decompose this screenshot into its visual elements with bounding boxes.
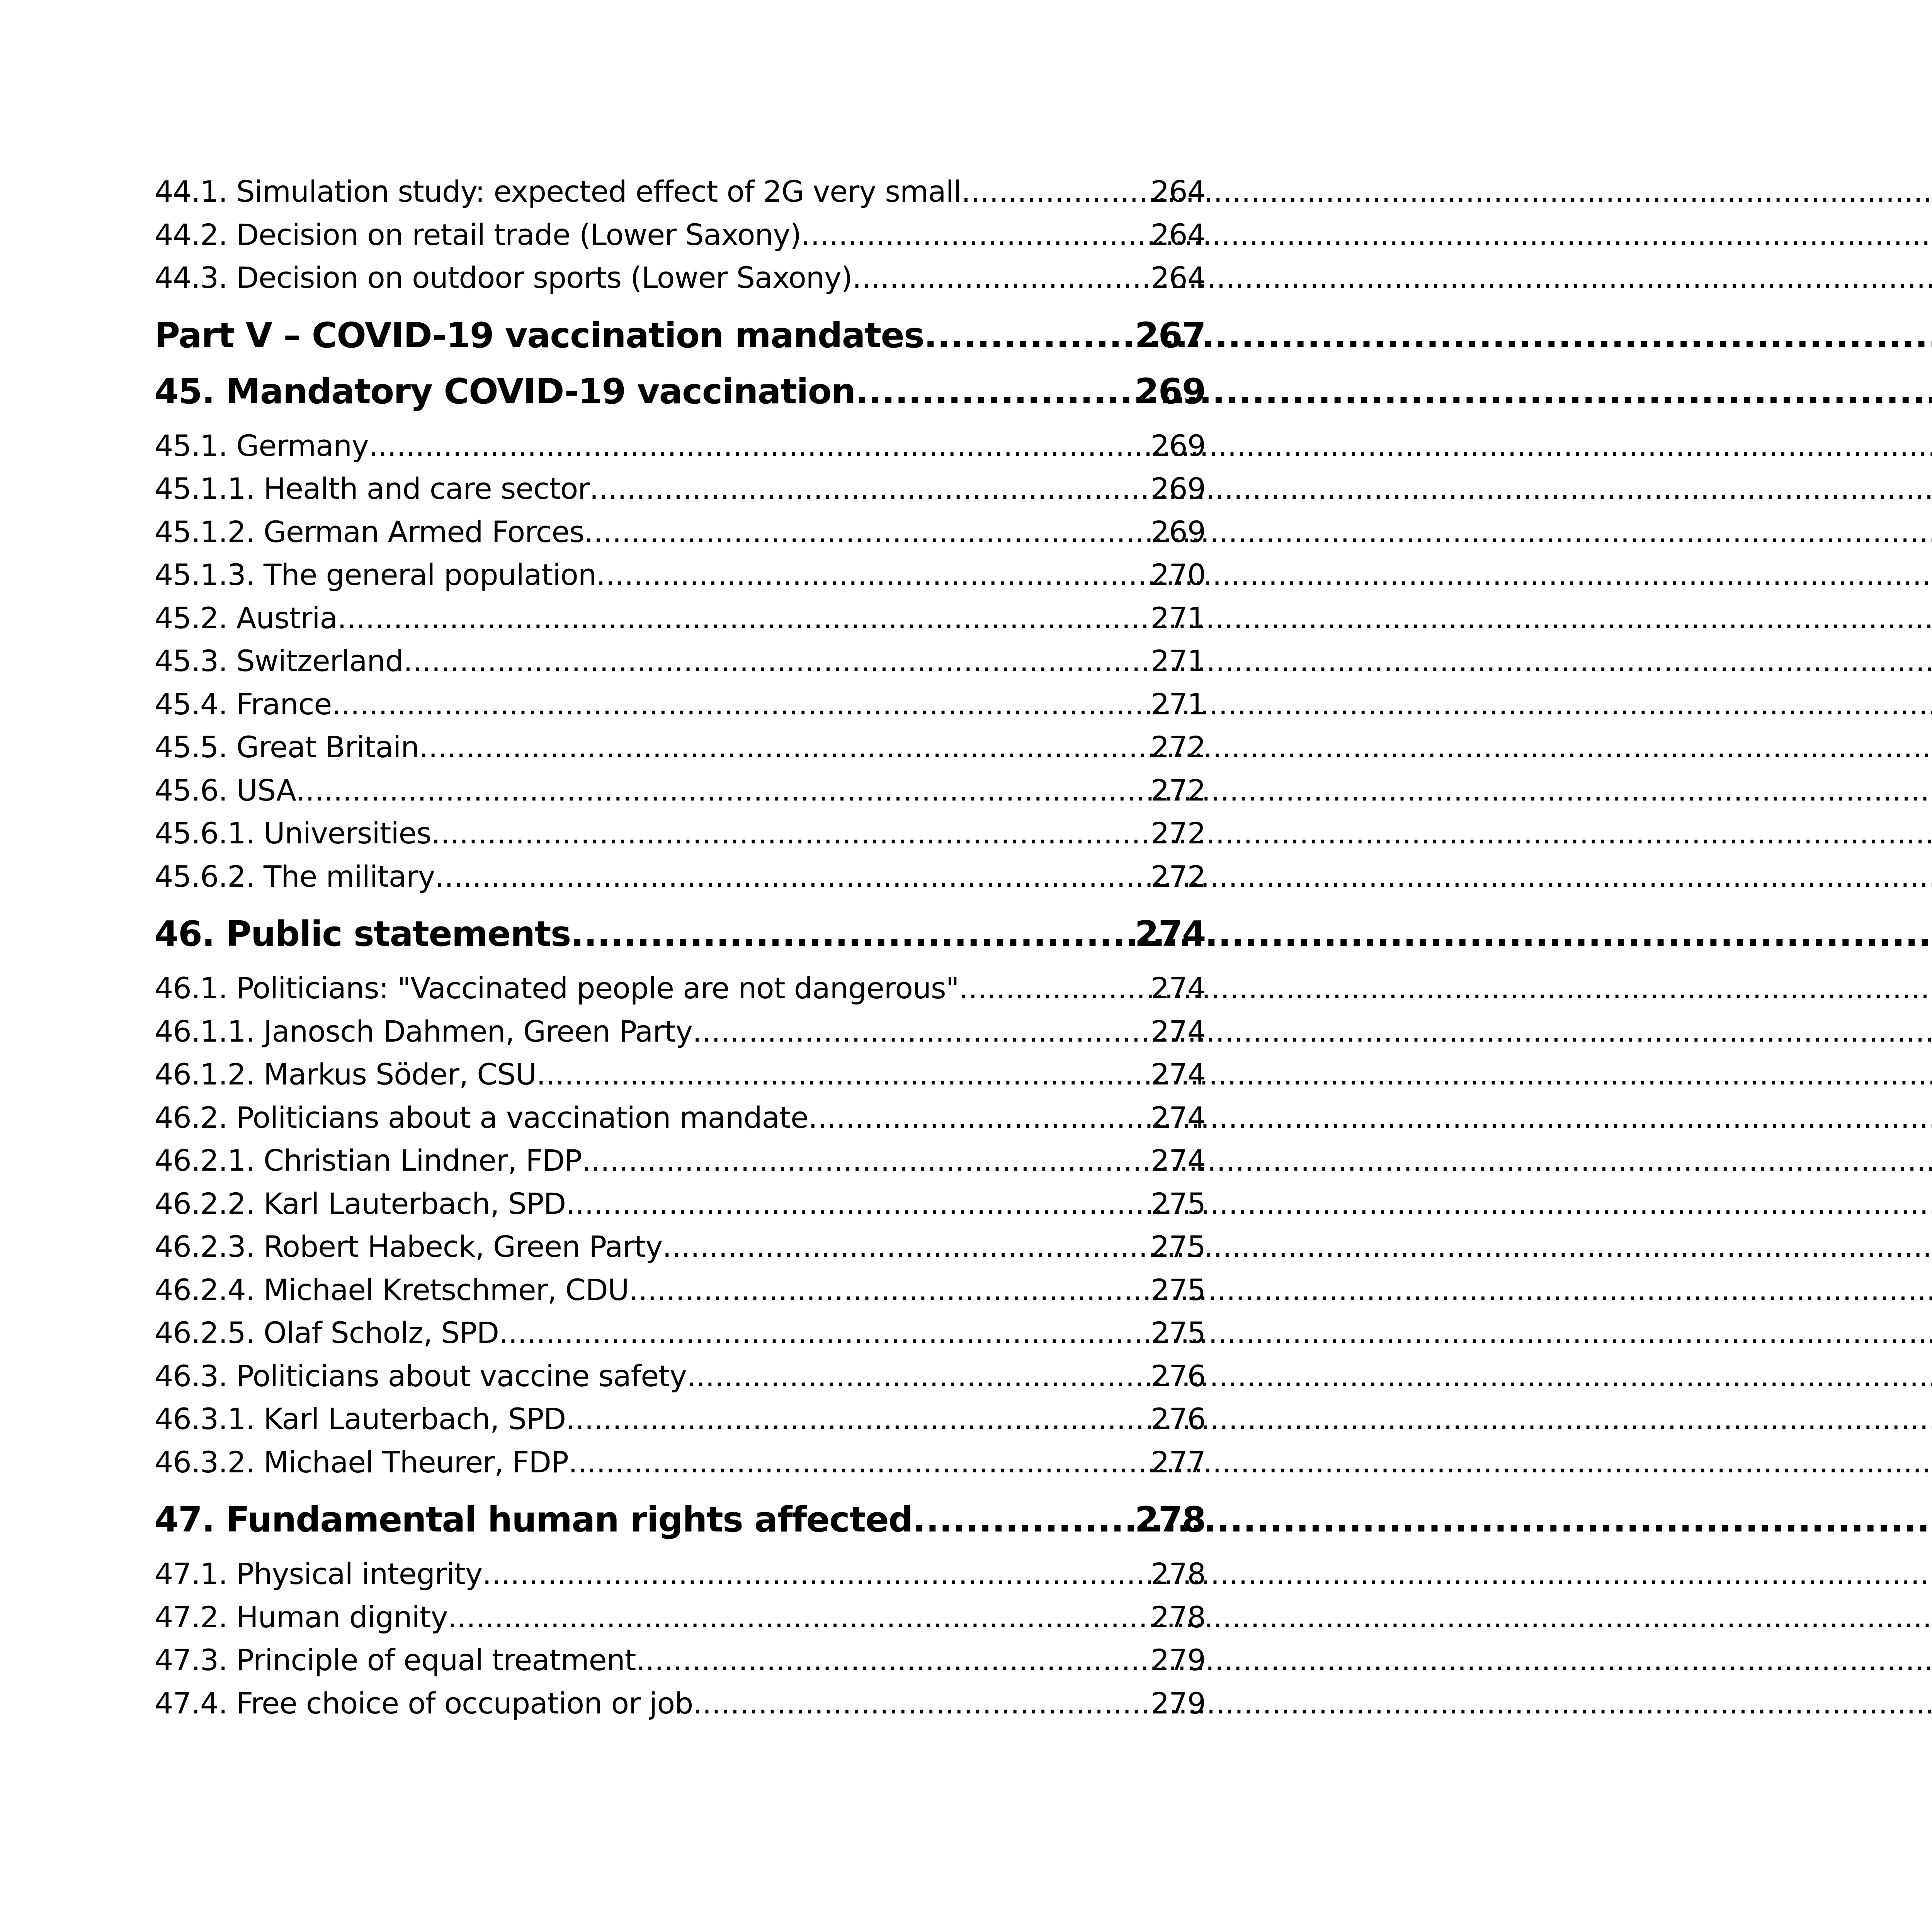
toc-entry-page-number: 278 [1150, 1557, 1206, 1591]
toc-dot-leader [447, 1596, 1148, 1639]
toc-entry-page-number: 279 [1150, 1643, 1206, 1677]
toc-entry-title: 47.4. Free choice of occupation or job [155, 1686, 693, 1720]
toc-dot-leader [692, 1010, 1148, 1053]
toc-dot-leader [571, 911, 1133, 958]
toc-entry-page-number: 274 [1150, 1143, 1206, 1178]
toc-dot-leader [808, 1096, 1148, 1139]
toc-dot-leader [855, 368, 1133, 415]
toc-entry [155, 1355, 1206, 1398]
toc-entry-page-number: 277 [1150, 1445, 1206, 1479]
toc-entry-page-number: 270 [1150, 558, 1206, 592]
toc-entry-page-number: 278 [1134, 1499, 1206, 1540]
toc-entry [155, 597, 1206, 640]
toc-entry-title: 46.3.1. Karl Lauterbach, SPD [155, 1402, 566, 1436]
toc-entry-page-number: 279 [1150, 1686, 1206, 1720]
toc-entry [155, 256, 1206, 299]
toc-entry [155, 1397, 1206, 1441]
toc-entry-page-number: 269 [1150, 514, 1206, 549]
toc-entry [155, 1010, 1206, 1053]
toc-entry [155, 1096, 1206, 1139]
toc-entry-page-number: 264 [1150, 217, 1206, 252]
toc-entry-page-number: 275 [1150, 1272, 1206, 1307]
toc-entry-page-number: 272 [1150, 730, 1206, 764]
toc-entry-title: Part V – COVID-19 vaccination mandates [155, 315, 924, 356]
toc-dot-leader [499, 1311, 1148, 1355]
toc-entry [155, 1596, 1206, 1639]
toc-entry-page-number: 275 [1150, 1316, 1206, 1350]
toc-entry [155, 1682, 1206, 1725]
toc-entry-title: 46.2. Politicians about a vaccination mandate [155, 1100, 808, 1135]
toc-entry [155, 911, 1206, 958]
toc-dot-leader [662, 1225, 1148, 1268]
toc-entry-page-number: 272 [1150, 859, 1206, 894]
toc-entry-title: 46.1.1. Janosch Dahmen, Green Party [155, 1014, 693, 1049]
toc-entry [155, 967, 1206, 1010]
toc-entry-title: 44.2. Decision on retail trade (Lower Saxony) [155, 217, 801, 252]
toc-entry-title: 45.3. Switzerland [155, 644, 403, 678]
toc-dot-leader [403, 639, 1148, 683]
toc-entry [155, 683, 1206, 726]
toc-entry-title: 47.1. Physical integrity [155, 1557, 483, 1591]
toc-dot-leader [959, 967, 1148, 1010]
toc-entry [155, 553, 1206, 597]
toc-entry-page-number: 274 [1150, 971, 1206, 1005]
toc-dot-leader [589, 467, 1148, 510]
toc-dot-leader [566, 1397, 1148, 1441]
toc-entry-title: 45.1.3. The general population [155, 558, 596, 592]
toc-entry-page-number: 267 [1134, 315, 1206, 356]
toc-entry-page-number: 274 [1150, 1014, 1206, 1049]
toc-entry [155, 1268, 1206, 1312]
toc-dot-leader [801, 213, 1148, 257]
toc-dot-leader [435, 855, 1148, 898]
toc-entry-page-number: 274 [1150, 1100, 1206, 1135]
toc-dot-leader [482, 1552, 1148, 1596]
toc-entry [155, 855, 1206, 898]
toc-entry-title: 47.2. Human dignity [155, 1599, 448, 1634]
toc-entry-title: 46.2.3. Robert Habeck, Green Party [155, 1229, 663, 1264]
toc-entry-title: 45.6. USA [155, 773, 296, 807]
toc-dot-leader [693, 1682, 1148, 1725]
toc-entry-title: 46. Public statements [155, 914, 571, 954]
toc-dot-leader [584, 510, 1148, 554]
toc-entry-title: 45.5. Great Britain [155, 730, 419, 764]
toc-entry-title: 46.3. Politicians about vaccine safety [155, 1358, 687, 1393]
toc-entry-page-number: 269 [1134, 371, 1206, 412]
toc-entry-page-number: 272 [1150, 773, 1206, 807]
toc-entry [155, 1182, 1206, 1226]
toc-entry-title: 45. Mandatory COVID-19 vaccination [155, 371, 855, 412]
toc-dot-leader [419, 726, 1148, 769]
toc-dot-leader [369, 424, 1148, 467]
toc-entry [155, 812, 1206, 855]
toc-entry-page-number: 276 [1150, 1358, 1206, 1393]
toc-dot-leader [913, 1496, 1133, 1543]
toc-entry-title: 45.1. Germany [155, 428, 369, 463]
toc-dot-leader [582, 1139, 1148, 1182]
toc-entry-page-number: 275 [1150, 1229, 1206, 1264]
toc-entry-page-number: 264 [1150, 174, 1206, 209]
toc-entry [155, 1496, 1206, 1543]
toc-entry-title: 45.4. France [155, 687, 332, 721]
toc-entry-page-number: 272 [1150, 816, 1206, 850]
toc-dot-leader [596, 553, 1148, 597]
toc-entry [155, 1639, 1206, 1682]
toc-entry-title: 46.3.2. Michael Theurer, FDP [155, 1445, 568, 1479]
toc-entry-title: 45.1.1. Health and care sector [155, 471, 590, 506]
toc-entry [155, 639, 1206, 683]
toc-entry-title: 47.3. Principle of equal treatment [155, 1643, 636, 1677]
toc-dot-leader [536, 1053, 1148, 1096]
toc-dot-leader [566, 1182, 1148, 1226]
toc-entry-page-number: 271 [1150, 644, 1206, 678]
toc-entry-page-number: 271 [1150, 600, 1206, 635]
toc-dot-leader [431, 812, 1148, 855]
toc-dot-leader [852, 256, 1148, 299]
toc-entry [155, 170, 1206, 213]
toc-entry [155, 769, 1206, 812]
toc-entry-title: 45.2. Austria [155, 600, 338, 635]
toc-entry [155, 1053, 1206, 1096]
toc-entry-title: 46.1.2. Markus Söder, CSU [155, 1057, 537, 1091]
toc-entry-title: 45.6.1. Universities [155, 816, 431, 850]
toc-dot-leader [629, 1268, 1148, 1312]
toc-entry-title: 46.1. Politicians: "Vaccinated people are not dangerous" [155, 971, 959, 1005]
toc-entry-title: 44.1. Simulation study: expected effect of 2G very small [155, 174, 961, 209]
toc-entry-page-number: 275 [1150, 1186, 1206, 1221]
toc-entry-page-number: 274 [1134, 914, 1206, 954]
toc-entry [155, 424, 1206, 467]
toc-entry [155, 213, 1206, 257]
toc-entry-title: 45.6.2. The military [155, 859, 435, 894]
toc-entry [155, 1441, 1206, 1484]
toc-dot-leader [568, 1441, 1148, 1484]
toc-entry-page-number: 274 [1150, 1057, 1206, 1091]
toc-entry [155, 1311, 1206, 1355]
toc-entry-title: 46.2.4. Michael Kretschmer, CDU [155, 1272, 629, 1307]
toc-entry [155, 1552, 1206, 1596]
toc-dot-leader [961, 170, 1148, 213]
toc-entry-title: 44.3. Decision on outdoor sports (Lower Saxony) [155, 260, 852, 295]
toc-dot-leader [924, 312, 1132, 359]
toc-dot-leader [337, 597, 1148, 640]
toc-entry-title: 46.2.2. Karl Lauterbach, SPD [155, 1186, 566, 1221]
toc-entry-title: 47. Fundamental human rights affected [155, 1499, 913, 1540]
toc-entry [155, 467, 1206, 510]
toc-dot-leader [636, 1639, 1148, 1682]
toc-dot-leader [296, 769, 1148, 812]
toc-entry [155, 726, 1206, 769]
toc-entry-page-number: 278 [1150, 1599, 1206, 1634]
toc-entry [155, 312, 1206, 359]
toc-entry-page-number: 264 [1150, 260, 1206, 295]
toc-entry-title: 46.2.5. Olaf Scholz, SPD [155, 1316, 499, 1350]
toc-entry-page-number: 271 [1150, 687, 1206, 721]
toc-entry-title: 45.1.2. German Armed Forces [155, 514, 584, 549]
toc-entry-page-number: 276 [1150, 1402, 1206, 1436]
toc-entry [155, 510, 1206, 554]
table-of-contents [155, 170, 1206, 1725]
toc-dot-leader [332, 683, 1148, 726]
toc-entry [155, 368, 1206, 415]
toc-dot-leader [687, 1355, 1148, 1398]
toc-entry-page-number: 269 [1150, 471, 1206, 506]
toc-entry-title: 46.2.1. Christian Lindner, FDP [155, 1143, 582, 1178]
toc-entry-page-number: 269 [1150, 428, 1206, 463]
toc-entry [155, 1225, 1206, 1268]
toc-entry [155, 1139, 1206, 1182]
